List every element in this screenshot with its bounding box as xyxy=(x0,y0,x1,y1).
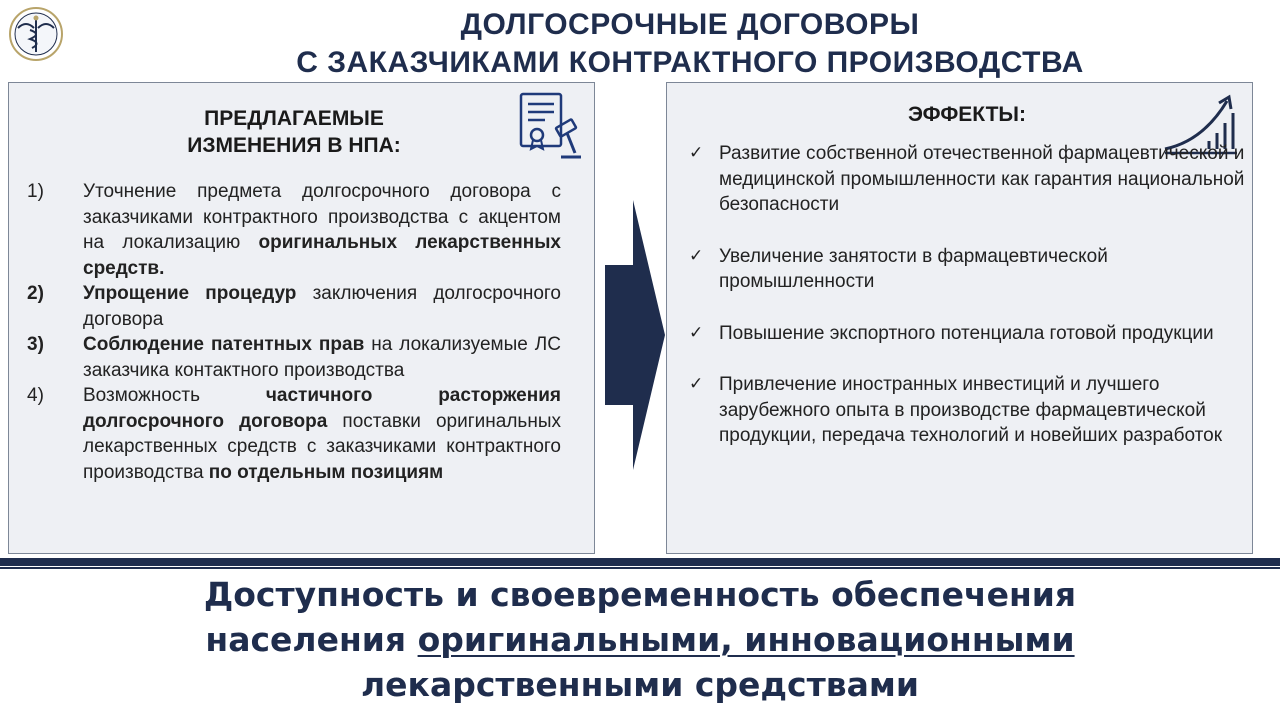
document-certificate-icon xyxy=(517,91,583,161)
item-text-bold: оригинальных лекарственных средств. xyxy=(83,232,561,279)
conclusion-text: населения xyxy=(205,620,418,659)
item-text-bold: по отдельным позициям xyxy=(208,461,444,483)
list-item xyxy=(689,321,1249,347)
proposed-changes-heading xyxy=(149,105,439,159)
effects-heading: ЭФФЕКТЫ: xyxy=(908,103,1026,126)
effect-text: Повышение экспортного потенциала готовой продукции xyxy=(719,322,1214,344)
list-item xyxy=(689,244,1249,295)
item-text-bold: Упрощение процедур xyxy=(83,283,297,304)
heading-line-1: ПРЕДЛАГАЕМЫЕ xyxy=(204,107,384,130)
divider xyxy=(0,558,1280,566)
item-number: 3) xyxy=(27,334,44,355)
list-item xyxy=(27,332,561,383)
conclusion-emphasis: оригинальными, инновационными xyxy=(417,620,1075,659)
list-item xyxy=(27,179,561,281)
effects-list xyxy=(689,141,1249,475)
item-text-part: Уточнение предмета долгосрочного договора с заказчиками контрактного производства с акцентом на локализацию xyxy=(83,181,561,253)
item-text-part: поставки оригинальных лекарственных средств с заказчиками контрактного производства xyxy=(83,410,561,483)
list-item xyxy=(27,281,561,332)
item-number: 1) xyxy=(27,181,44,202)
emblem-logo xyxy=(8,6,64,62)
item-text xyxy=(83,332,561,383)
item-text-bold: Соблюдение патентных прав xyxy=(83,334,365,355)
check-icon: ✓ xyxy=(689,374,704,394)
check-icon: ✓ xyxy=(689,322,704,343)
item-text-part: на локализуемые ЛС заказчика контактного производства xyxy=(83,334,561,381)
item-text xyxy=(83,383,561,485)
conclusion-line-3: лекарственными средствами xyxy=(361,665,919,704)
effect-text: Развитие собственной отечественной фармацевтической и медицинской промышленности как гарантия национальной безопасности xyxy=(719,143,1245,215)
effect-text: Увеличение занятости в фармацевтической промышленности xyxy=(719,245,1108,292)
item-text-bold: частичного расторжения долгосрочного договора xyxy=(83,385,561,432)
heading-line-2: ИЗМЕНЕНИЯ В НПА: xyxy=(187,134,401,157)
check-icon: ✓ xyxy=(689,245,704,266)
list-item xyxy=(689,141,1249,218)
item-number: 4) xyxy=(27,385,44,406)
effects-panel xyxy=(666,82,1253,554)
list-item xyxy=(689,372,1249,449)
arrow-right-icon xyxy=(605,200,665,470)
check-icon: ✓ xyxy=(689,143,704,163)
proposed-changes-panel xyxy=(8,82,595,554)
title-line-2: С ЗАКАЗЧИКАМИ КОНТРАКТНОГО ПРОИЗВОДСТВА xyxy=(296,46,1084,79)
page-title xyxy=(90,6,1280,82)
item-text-part: заключения долгосрочного договора xyxy=(83,283,561,330)
conclusion-line-2 xyxy=(40,617,1240,662)
conclusion-line-1: Доступность и своевременность обеспечения xyxy=(203,575,1077,614)
conclusion-banner xyxy=(40,572,1240,707)
proposed-changes-list xyxy=(27,179,561,485)
list-item xyxy=(27,383,561,485)
title-line-1: ДОЛГОСРОЧНЫЕ ДОГОВОРЫ xyxy=(460,8,920,41)
item-text-part: Возможность xyxy=(83,385,266,406)
item-text xyxy=(83,281,561,332)
item-text xyxy=(83,179,561,281)
item-number: 2) xyxy=(27,283,44,304)
divider-thin xyxy=(0,567,1280,569)
effect-text: Привлечение иностранных инвестиций и лучшего зарубежного опыта в производстве фармацевтической продукции, передача технологий и новейших разработок xyxy=(719,374,1223,446)
